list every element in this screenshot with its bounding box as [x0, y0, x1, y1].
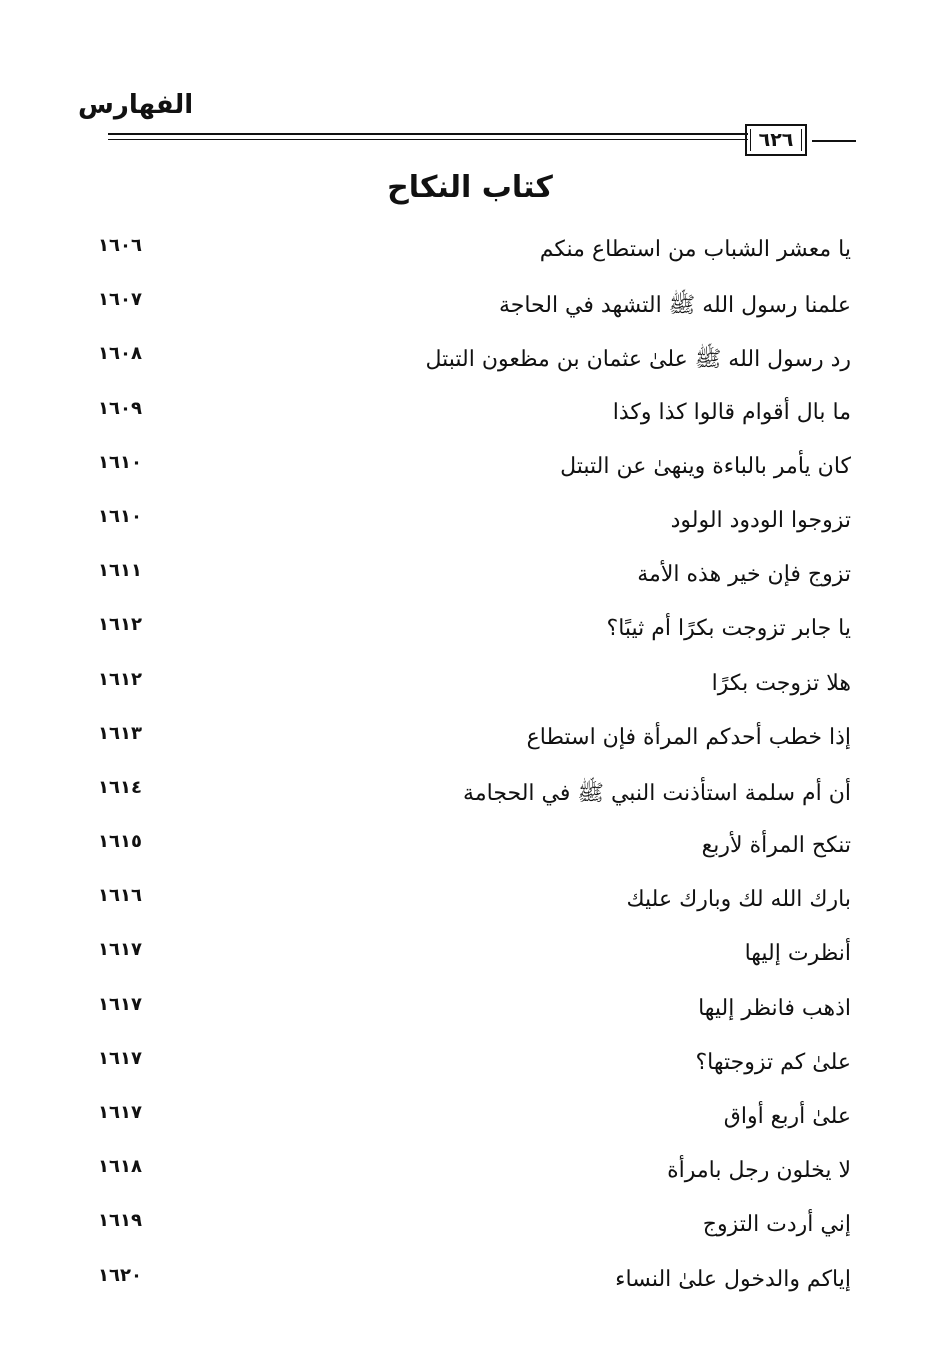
entry-page-number: ١٦٠٧: [98, 289, 142, 311]
index-entry: [0, 933, 933, 987]
entry-page-number: ١٦١٥: [98, 831, 142, 853]
entry-page-number: ١٦١٧: [98, 1047, 142, 1069]
index-entry: [0, 717, 933, 771]
header-rule-right: [812, 140, 856, 142]
entry-text: أن أم سلمة استأذنت النبي ﷺ في الحجامة: [463, 780, 851, 806]
entry-text: أنظرت إليها: [744, 941, 851, 967]
entry-page-number: ١٦٠٩: [98, 397, 142, 419]
entry-text: إياكم والدخول علىٰ النساء: [615, 1266, 851, 1292]
entry-page-number: ١٦١٤: [98, 776, 142, 798]
entry-page-number: ١٦١٣: [98, 722, 142, 744]
header-rule-top: [108, 133, 748, 135]
entry-text: كان يأمر بالباءة وينهىٰ عن التبتل: [560, 453, 851, 479]
index-entry: [0, 446, 933, 500]
entry-page-number: ١٦١٧: [98, 993, 142, 1015]
index-entry: [0, 608, 933, 662]
index-entry: [0, 229, 933, 283]
entry-page-number: ١٦١٧: [98, 1102, 142, 1123]
entry-text: علىٰ أربع أواق: [723, 1104, 851, 1129]
entry-text: تزوج فإن خير هذه الأمة: [637, 562, 851, 588]
index-entry: [0, 500, 933, 554]
index-entry: [0, 771, 933, 825]
entry-text: تزوجوا الودود الولود: [670, 507, 851, 533]
index-entry: [0, 392, 933, 446]
entry-page-number: ١٦١٨: [98, 1156, 142, 1178]
index-entry: [0, 1150, 933, 1204]
entry-text: تنكح المرأة لأربع: [701, 833, 851, 859]
index-entry: [0, 988, 933, 1042]
index-entry: [0, 663, 933, 717]
entry-text: لا يخلون رجل بامرأة: [667, 1158, 851, 1184]
entry-page-number: ١٦١٢: [98, 668, 142, 690]
entry-page-number: ١٦١١: [98, 560, 142, 582]
index-entry: [0, 1259, 933, 1313]
entry-page-number: ١٦١٩: [98, 1210, 142, 1232]
section-title: كتاب النكاح: [387, 170, 553, 205]
entry-text: ما بال أقوام قالوا كذا وكذا: [612, 399, 851, 425]
entry-text: اذهب فانظر إليها: [698, 995, 851, 1021]
entry-text: بارك الله لك وبارك عليك: [626, 887, 851, 913]
entry-text: يا معشر الشباب من استطاع منكم: [539, 237, 851, 262]
running-head-title: الفهارس: [78, 90, 194, 120]
index-entry: [0, 1042, 933, 1096]
index-entry: [0, 1204, 933, 1258]
entry-page-number: ١٦١٢: [98, 614, 142, 636]
entry-page-number: ١٦٠٨: [98, 343, 142, 365]
entry-text: رد رسول الله ﷺ علىٰ عثمان بن مظعون التبتل: [425, 347, 851, 373]
index-list: [0, 229, 933, 1313]
entry-text: علمنا رسول الله ﷺ التشهد في الحاجة: [498, 293, 851, 319]
index-entry: [0, 554, 933, 608]
index-entry: [0, 879, 933, 933]
entry-page-number: ١٦٠٦: [98, 235, 142, 256]
entry-text: يا جابر تزوجت بكرًا أم ثيبًا؟: [606, 616, 851, 642]
entry-text: علىٰ كم تزوجتها؟: [695, 1049, 851, 1075]
index-entry: [0, 825, 933, 879]
entry-page-number: ١٦١٧: [98, 939, 142, 961]
entry-text: إني أردت التزوج: [702, 1212, 851, 1238]
entry-text: إذا خطب أحدكم المرأة فإن استطاع: [526, 724, 851, 750]
page-number: ٦٢٦: [745, 124, 807, 156]
entry-page-number: ١٦١٦: [98, 885, 142, 907]
entry-page-number: ١٦١٠: [98, 451, 142, 473]
entry-text: هلا تزوجت بكرًا: [711, 670, 851, 696]
index-entry: [0, 1096, 933, 1150]
index-entry: [0, 283, 933, 337]
index-entry: [0, 337, 933, 391]
entry-page-number: ١٦٢٠: [98, 1264, 142, 1286]
entry-page-number: ١٦١٠: [98, 505, 142, 527]
header-rule-bottom: [108, 139, 748, 140]
